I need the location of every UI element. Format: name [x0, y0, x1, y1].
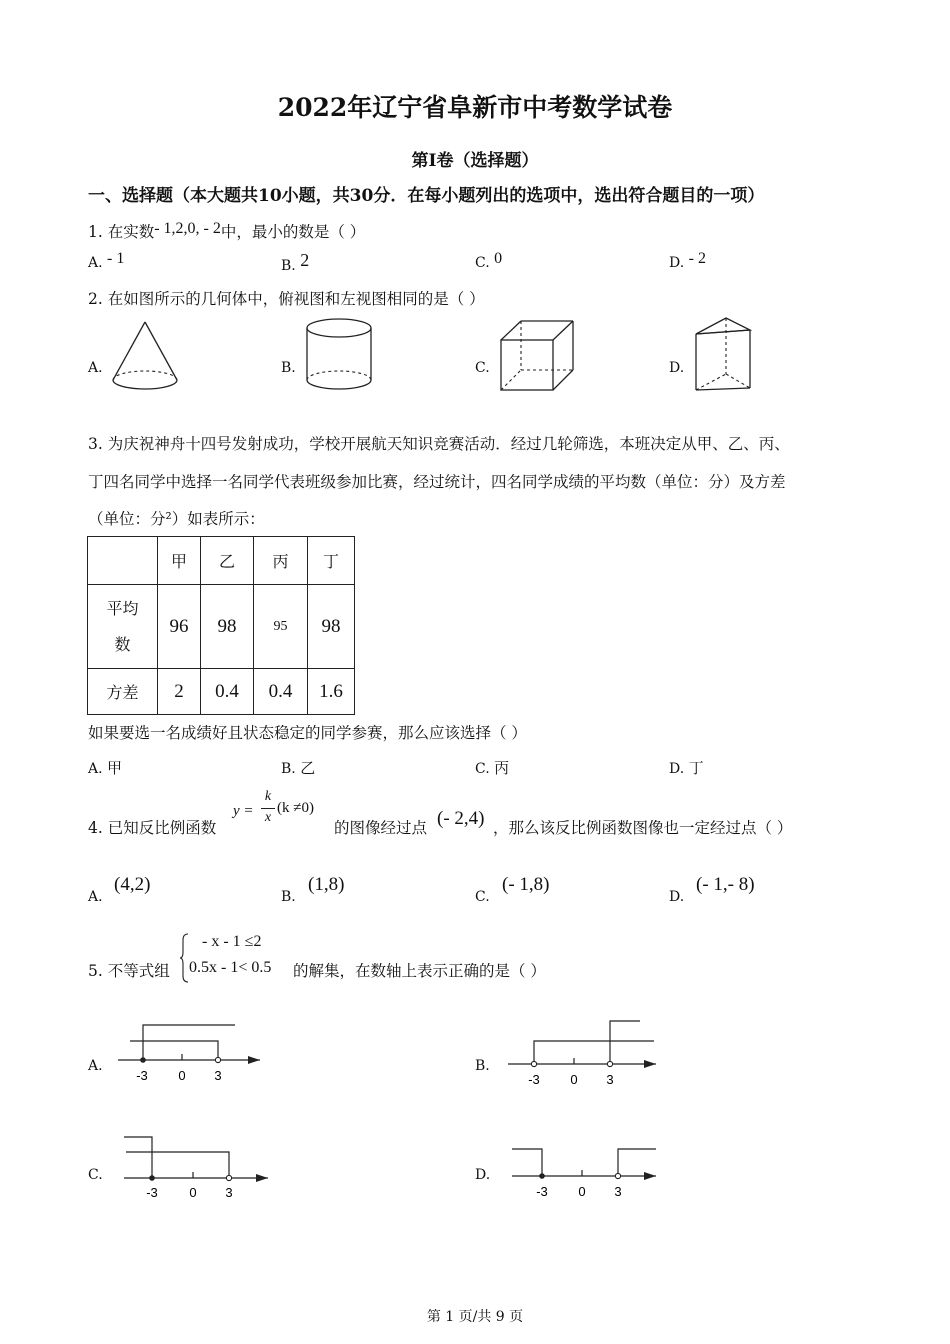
exam-title: 2022年辽宁省阜新市中考数学试卷: [277, 93, 673, 122]
table-cell: 95: [254, 585, 308, 669]
question-5-prefix: 5. 不等式组: [88, 962, 170, 980]
table-cell: 1.6: [308, 669, 355, 715]
tick-label: -3: [146, 1185, 158, 1200]
option-value: - 1: [107, 250, 125, 267]
function-numerator: k: [264, 789, 272, 804]
q3-option-d[interactable]: [669, 757, 704, 778]
table-cell: 98: [308, 585, 355, 669]
table-header-ding: 丁: [308, 537, 355, 585]
tick-label: -3: [136, 1068, 148, 1083]
table-header-empty: [88, 537, 158, 585]
tick-label: 0: [578, 1184, 586, 1199]
option-label: C.: [475, 761, 490, 777]
option-label: B.: [281, 761, 296, 777]
q4-option-b-label[interactable]: B.: [281, 889, 296, 905]
q1-option-b[interactable]: [281, 250, 310, 275]
option-label: A.: [88, 761, 103, 777]
option-label: C.: [475, 255, 490, 271]
option-value: 丙: [494, 759, 510, 777]
q2-option-a-label[interactable]: A.: [88, 360, 103, 376]
inequality-2: 0.5x - 1< 0.5: [189, 959, 272, 976]
q1-option-c[interactable]: [475, 250, 503, 272]
option-value: - 2: [688, 250, 706, 267]
cube-figure: [497, 318, 579, 396]
fraction-bar: [261, 808, 275, 809]
prism-figure: [692, 316, 756, 396]
section-heading: 一、选择题（本大题共10小题，共30分．在每小题列出的选项中，选出符合题目的一项）: [88, 186, 765, 206]
table-cell: 98: [201, 585, 254, 669]
question-3-line-1: 3. 为庆祝神舟十四号发射成功，学校开展航天知识竞赛活动．经过几轮筛选，本班决定从甲、乙、丙、: [88, 435, 790, 453]
q2-option-d-label[interactable]: D.: [669, 360, 685, 376]
question-4-prefix: 4. 已知反比例函数: [88, 819, 217, 837]
question-2: 2. 在如图所示的几何体中，俯视图和左视图相同的是（ ）: [88, 290, 485, 308]
q5-option-c-label[interactable]: C.: [88, 1167, 103, 1183]
q4-option-a-label[interactable]: A.: [88, 889, 103, 905]
table-cell: 2: [158, 669, 201, 715]
table-header-bing: 丙: [254, 537, 308, 585]
q4-option-d-value[interactable]: (- 1,- 8): [696, 874, 755, 895]
function-condition: (k ≠0): [277, 800, 314, 816]
tick-label: 3: [606, 1072, 614, 1087]
option-value: 乙: [300, 759, 316, 777]
option-value: 丁: [688, 759, 704, 777]
tick-label: 0: [178, 1068, 186, 1083]
q5-option-a-label[interactable]: A.: [88, 1058, 103, 1074]
table-cell: 0.4: [201, 669, 254, 715]
inequality-1: - x - 1 ≤2: [202, 933, 262, 950]
q2-option-c-label[interactable]: C.: [475, 360, 490, 376]
table-header-yi: 乙: [201, 537, 254, 585]
table-header-jia: 甲: [158, 537, 201, 585]
q4-option-d-label[interactable]: D.: [669, 889, 685, 905]
option-value: 2: [300, 250, 310, 270]
q4-option-c-label[interactable]: C.: [475, 889, 490, 905]
q3-option-c[interactable]: [475, 757, 509, 778]
question-3-prompt: 如果要选一名成绩好且状态稳定的同学参赛，那么应该选择（ ）: [88, 724, 527, 742]
option-value: 甲: [107, 759, 123, 777]
question-1-numbers: - 1,2,0, - 2: [154, 220, 221, 237]
cylinder-figure: [302, 316, 376, 396]
question-1-prefix: 1. 在实数: [88, 223, 155, 241]
question-1-suffix: 中，最小的数是（ ）: [220, 223, 366, 241]
tick-label: 3: [214, 1068, 222, 1083]
table-row-label-variance: 方差: [88, 669, 158, 715]
table-cell: 96: [158, 585, 201, 669]
question-4-middle: 的图像经过点: [334, 819, 428, 837]
volume-heading: 第Ⅰ卷（选择题）: [411, 151, 539, 171]
average-label-line-2: 数: [114, 634, 131, 654]
tick-label: 0: [570, 1072, 578, 1087]
table-cell: 0.4: [254, 669, 308, 715]
question-4-point: (- 2,4): [437, 808, 485, 829]
tick-label: -3: [536, 1184, 548, 1199]
question-4-suffix: ，那么该反比例函数图像也一定经过点（ ）: [493, 819, 793, 837]
tick-label: 3: [614, 1184, 622, 1199]
q3-option-a[interactable]: [88, 757, 122, 778]
question-5-suffix: 的解集，在数轴上表示正确的是（ ）: [293, 962, 546, 980]
function-y: y =: [233, 803, 254, 819]
number-line-a: [112, 1018, 262, 1088]
option-label: D.: [669, 255, 685, 271]
option-value: 0: [494, 250, 503, 267]
cone-figure: [108, 318, 182, 394]
question-3-line-2: 丁四名同学中选择一名同学代表班级参加比赛，经过统计，四名同学成绩的平均数（单位：分）及方差: [88, 473, 786, 491]
question-1: [88, 220, 365, 242]
number-line-c: [120, 1130, 272, 1202]
q4-option-b-value[interactable]: (1,8): [308, 874, 345, 895]
option-label: D.: [669, 761, 685, 777]
tick-label: 0: [189, 1185, 197, 1200]
score-table: [87, 536, 355, 715]
q5-option-b-label[interactable]: B.: [475, 1058, 490, 1074]
q2-option-b-label[interactable]: B.: [281, 360, 296, 376]
q3-option-b[interactable]: [281, 757, 315, 778]
q4-option-c-value[interactable]: (- 1,8): [502, 874, 550, 895]
average-label-line-1: 平均: [106, 598, 139, 618]
tick-label: -3: [528, 1072, 540, 1087]
option-label: A.: [88, 255, 103, 271]
q1-option-d[interactable]: [669, 250, 706, 272]
option-label: B.: [281, 258, 296, 274]
function-denominator: x: [264, 810, 272, 825]
tick-label: 3: [225, 1185, 233, 1200]
question-3-line-3: （单位：分²）如表所示：: [88, 510, 265, 528]
table-row-label-average: [88, 585, 158, 669]
page-footer: 第 1 页/共 9 页: [426, 1309, 524, 1325]
q1-option-a[interactable]: [88, 250, 125, 272]
q4-option-a-value[interactable]: (4,2): [114, 874, 151, 895]
q5-option-d-label[interactable]: D.: [475, 1167, 491, 1183]
number-line-b: [504, 1016, 660, 1088]
number-line-d: [508, 1140, 660, 1202]
